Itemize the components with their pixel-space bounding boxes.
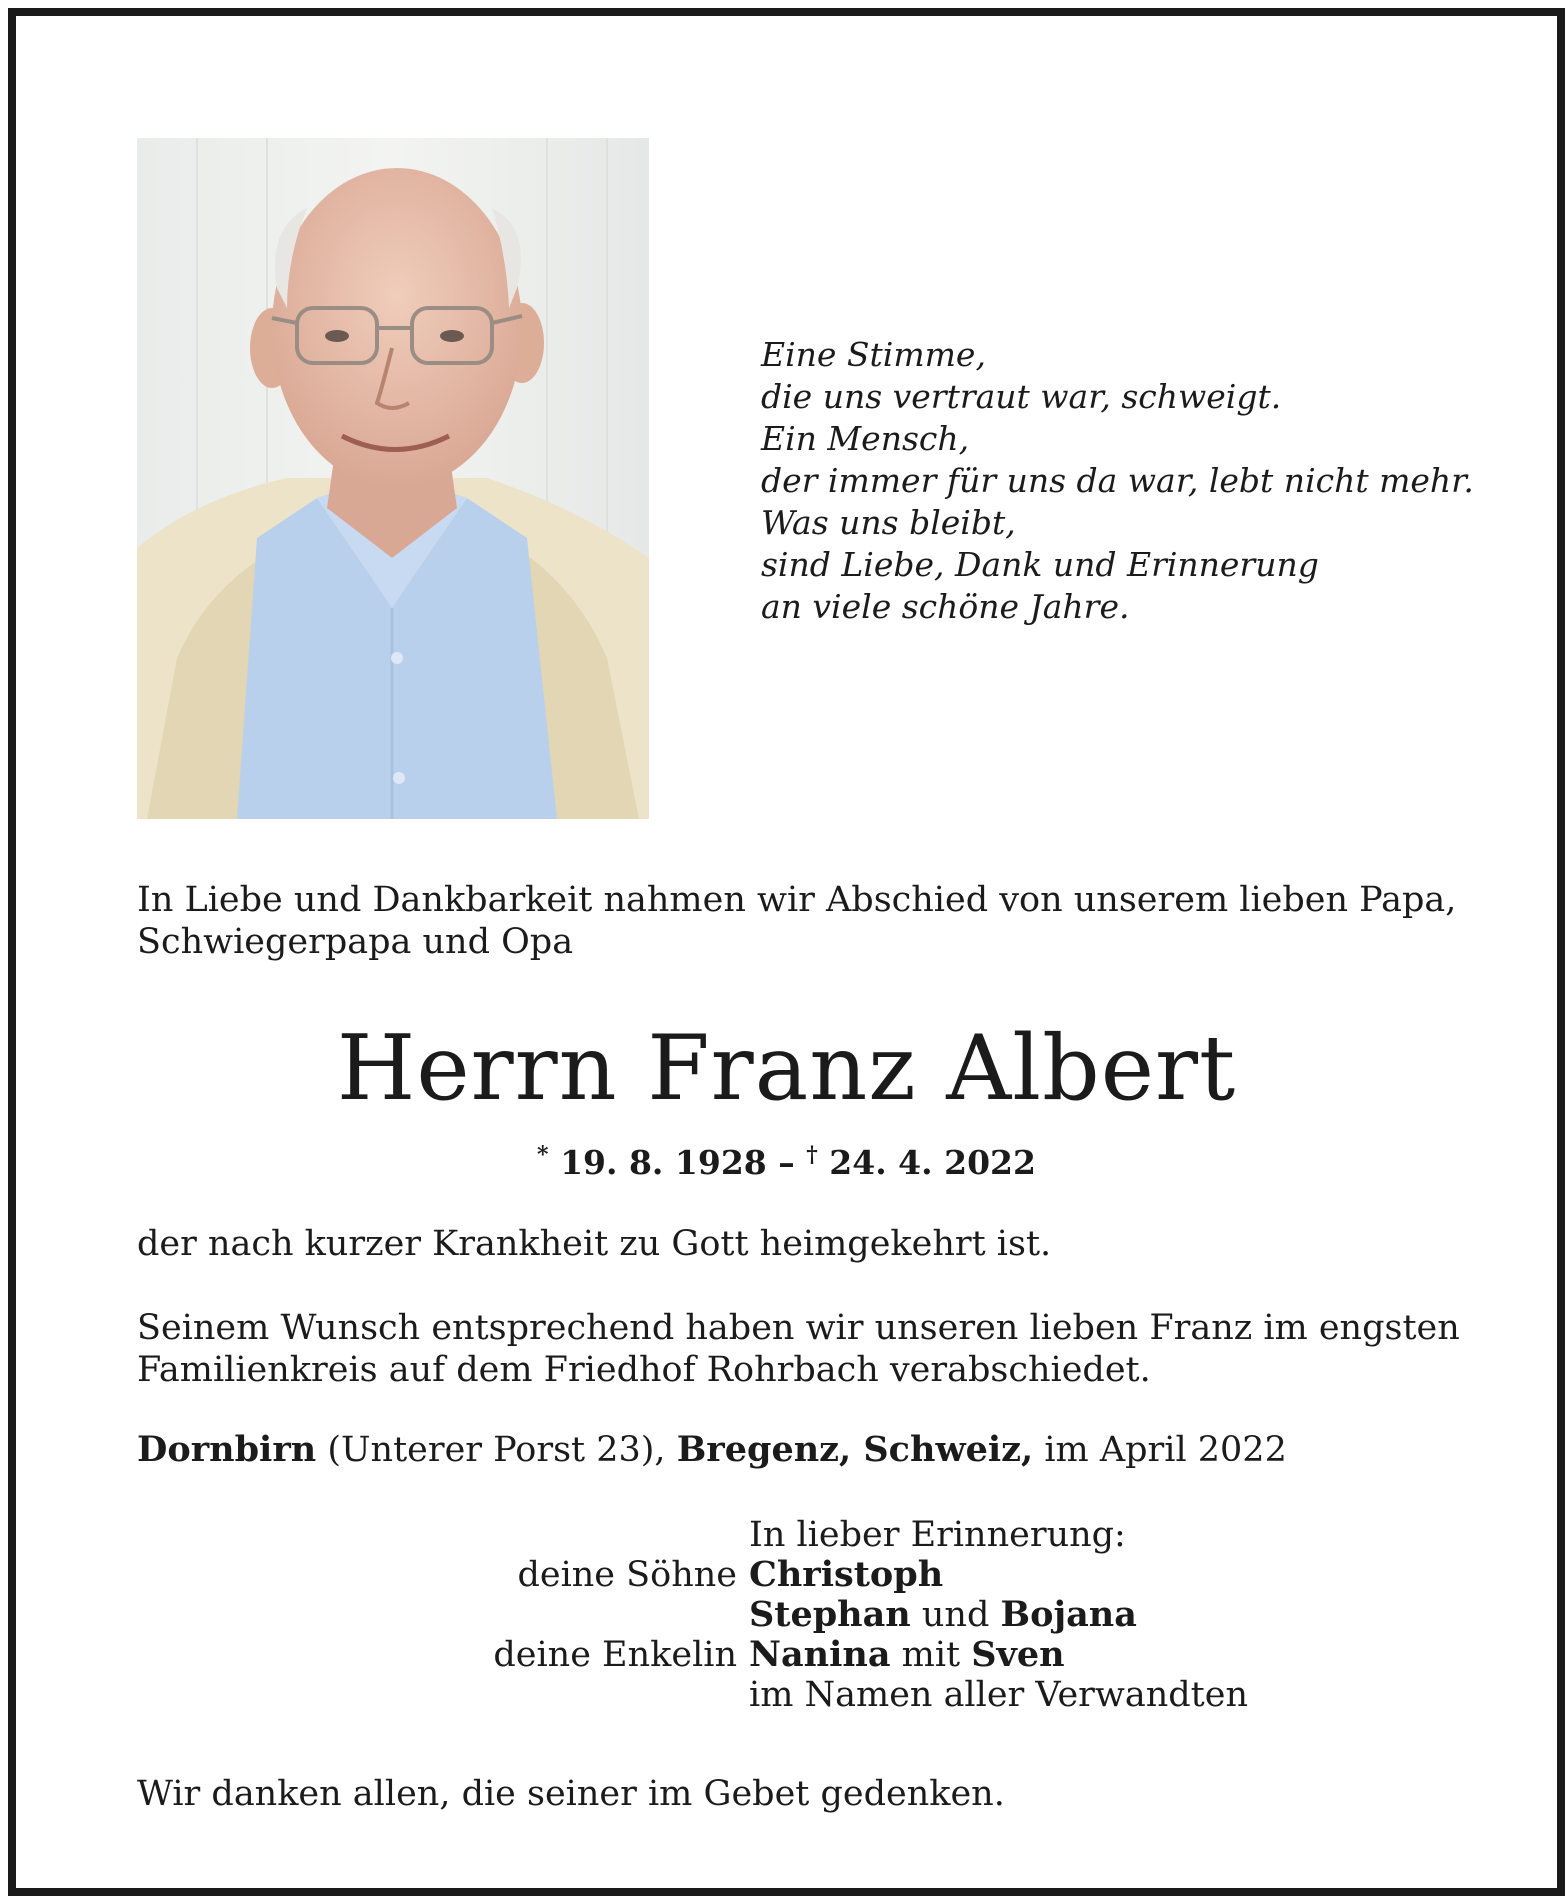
conjunction: mit <box>890 1635 972 1675</box>
death-date: 24. 4. 2022 <box>829 1143 1036 1182</box>
life-dates <box>16 1142 1557 1182</box>
granddaughter-partner-name: Sven <box>971 1634 1065 1675</box>
cities-other: Bregenz, Schweiz, <box>676 1429 1034 1470</box>
remembrance-heading: In lieber Erinnerung: <box>749 1515 1126 1555</box>
poem-line: Ein Mensch, <box>761 419 970 458</box>
poem-line: die uns vertraut war, schweigt. <box>761 377 1282 416</box>
month-year: im April 2022 <box>1033 1430 1287 1470</box>
intro-line: Schwiegerpapa und Opa <box>137 922 574 962</box>
conjunction: und <box>910 1595 1001 1635</box>
poem-line: Eine Stimme, <box>761 335 986 374</box>
paragraph-funeral <box>137 1307 1460 1391</box>
portrait-photo <box>137 138 649 819</box>
poem-line: an viele schöne Jahre. <box>761 587 1130 626</box>
place-date-line <box>137 1429 1287 1471</box>
granddaughter-name: Nanina <box>749 1634 891 1675</box>
address: (Unterer Porst 23), <box>316 1430 677 1470</box>
birth-symbol: * <box>537 1142 549 1168</box>
memorial-poem <box>761 334 1474 628</box>
obituary-card <box>8 8 1565 1896</box>
poem-line: der immer für uns da war, lebt nicht mehr. <box>761 461 1474 500</box>
city-dornbirn: Dornbirn <box>137 1429 317 1470</box>
paragraph-line: Seinem Wunsch entsprechend haben wir unseren lieben Franz im engsten <box>137 1308 1460 1348</box>
death-symbol: † <box>806 1142 818 1168</box>
relatives-line: im Namen aller Verwandten <box>749 1675 1248 1715</box>
son-name: Stephan <box>749 1594 911 1635</box>
poem-line: sind Liebe, Dank und Erinnerung <box>761 545 1319 584</box>
intro-line: In Liebe und Dankbarkeit nahmen wir Abschied von unserem lieben Papa, <box>137 880 1457 920</box>
poem-line: Was uns bleibt, <box>761 503 1016 542</box>
closing-thanks: Wir danken allen, die seiner im Gebet gedenken. <box>137 1774 1005 1814</box>
son-name: Christoph <box>749 1554 944 1595</box>
paragraph-line: Familienkreis auf dem Friedhof Rohrbach verabschiedet. <box>137 1350 1151 1390</box>
partner-name: Bojana <box>1000 1594 1137 1635</box>
intro-text <box>137 879 1456 963</box>
granddaughter-label: deine Enkelin <box>493 1635 737 1675</box>
deceased-name: Herrn Franz Albert <box>336 1016 1237 1121</box>
paragraph-passing: der nach kurzer Krankheit zu Gott heimgekehrt ist. <box>137 1224 1052 1264</box>
date-separator: – <box>778 1143 795 1182</box>
family-signature <box>16 1515 1557 1715</box>
sons-label: deine Söhne <box>517 1555 737 1595</box>
birth-date: 19. 8. 1928 <box>560 1143 767 1182</box>
